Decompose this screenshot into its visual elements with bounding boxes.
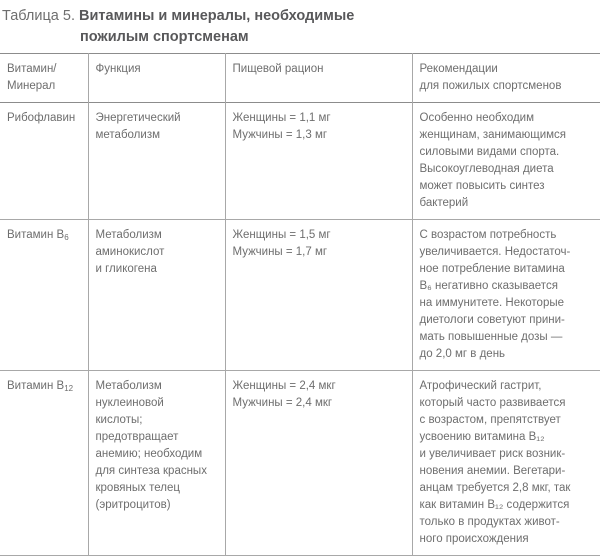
vitamin-name-b12 <box>7 378 80 395</box>
function-line: Энергетический <box>95 112 181 124</box>
column-header-function-line-1: Функция <box>95 63 141 75</box>
column-header-diet-line-1: Пищевой рацион <box>232 63 324 75</box>
cell-recommendation <box>412 371 600 556</box>
caption-label: Таблица 5. <box>2 8 75 24</box>
table-row <box>0 103 600 220</box>
function-line: Метаболизм <box>95 229 162 241</box>
cell-recommendation <box>412 103 600 220</box>
recommendation-line: новения анемии. Вегетари- <box>419 465 566 477</box>
column-header-vitamin-mineral <box>0 54 88 103</box>
function-line: нуклеиновой <box>95 397 164 409</box>
recommendation-line: Высокоуглеводная диета <box>419 163 554 175</box>
table-body <box>0 103 600 556</box>
table-caption <box>0 0 600 48</box>
diet-line-men: Мужчины = 2,4 мкг <box>232 397 333 409</box>
recommendation-line: B₆ негативно сказывается <box>419 280 558 292</box>
cell-vitamin-name <box>0 103 88 220</box>
vitamin-name-riboflavin <box>7 110 80 127</box>
vitamin-name-text: Витамин B <box>7 380 65 392</box>
function-line: кислоты; <box>95 414 143 426</box>
column-header-recommendations <box>412 54 600 103</box>
recommendation-line: усвоению витамина B₁₂ <box>419 431 545 443</box>
column-header-vitamin-mineral-line-1: Витамин/ <box>7 63 57 75</box>
recommendation-line: только в продуктах живот- <box>419 516 560 528</box>
diet-line-women: Женщины = 1,1 мг <box>232 112 331 124</box>
column-header-vitamin-mineral-line-2: Минерал <box>7 80 56 92</box>
column-header-function <box>88 54 225 103</box>
cell-diet <box>225 371 412 556</box>
recommendation-line: Атрофический гастрит, <box>419 380 542 392</box>
diet-line-men: Мужчины = 1,3 мг <box>232 129 328 141</box>
recommendation-line: анцам требуется 2,8 мкг, так <box>419 482 571 494</box>
vitamin-name-b6 <box>7 227 80 244</box>
column-header-diet <box>225 54 412 103</box>
table-header-row <box>0 54 600 103</box>
cell-diet <box>225 103 412 220</box>
recommendation-line: бактерий <box>419 197 469 209</box>
recommendation-line: до 2,0 мг в день <box>419 348 506 360</box>
function-line: для синтеза красных <box>95 465 207 477</box>
vitamins-minerals-table <box>0 53 600 556</box>
function-line: метаболизм <box>95 129 160 141</box>
recommendation-line: силовыми видами спорта. <box>419 146 560 158</box>
function-line: аминокислот <box>95 246 165 258</box>
caption-line-1 <box>2 6 600 27</box>
recommendation-line: и увеличивает риск возник- <box>419 448 566 460</box>
diet-line-men: Мужчины = 1,7 мг <box>232 246 328 258</box>
cell-diet <box>225 220 412 371</box>
column-header-recommendations-line-1: Рекомендации <box>419 63 498 75</box>
recommendation-line: может повысить синтез <box>419 180 545 192</box>
function-line: (эритроцитов) <box>95 499 171 511</box>
recommendation-line: ного происхождения <box>419 533 529 545</box>
recommendation-line: увеличивается. Недостаточ- <box>419 246 571 258</box>
recommendation-line: Особенно необходим <box>419 112 535 124</box>
recommendation-line: который часто развивается <box>419 397 566 409</box>
function-line: Метаболизм <box>95 380 162 392</box>
recommendation-line: женщинам, занимающимся <box>419 129 567 141</box>
table-row <box>0 371 600 556</box>
vitamin-name-subscript: 12 <box>64 384 74 393</box>
vitamin-name-text: Витамин B <box>7 229 65 241</box>
caption-title-line-2: пожилым спортсменам <box>80 29 249 45</box>
recommendation-line: на иммунитете. Некоторые <box>419 297 565 309</box>
recommendation-line: с возрастом, препятствует <box>419 414 561 426</box>
table-row <box>0 220 600 371</box>
cell-function <box>88 371 225 556</box>
column-header-recommendations-line-2: для пожилых спортсменов <box>419 80 562 92</box>
cell-recommendation <box>412 220 600 371</box>
recommendation-line: ное потребление витамина <box>419 263 565 275</box>
cell-function <box>88 220 225 371</box>
recommendation-line: С возрастом потребность <box>419 229 557 241</box>
function-line: и гликогена <box>95 263 157 275</box>
cell-vitamin-name <box>0 371 88 556</box>
vitamin-name-subscript: 6 <box>64 233 69 242</box>
function-line: анемию; необходим <box>95 448 203 460</box>
table-header <box>0 54 600 103</box>
recommendation-line: мать повышенные дозы — <box>419 331 563 343</box>
caption-title-line-1: Витамины и минералы, необходимые <box>79 8 355 24</box>
recommendation-line: диетологи советуют прини- <box>419 314 565 326</box>
cell-vitamin-name <box>0 220 88 371</box>
diet-line-women: Женщины = 2,4 мкг <box>232 380 336 392</box>
diet-line-women: Женщины = 1,5 мг <box>232 229 331 241</box>
cell-function <box>88 103 225 220</box>
recommendation-line: как витамин B₁₂ содержится <box>419 499 570 511</box>
function-line: предотвращает <box>95 431 179 443</box>
vitamin-name-text: Рибофлавин <box>7 112 76 124</box>
function-line: кровяных телец <box>95 482 180 494</box>
